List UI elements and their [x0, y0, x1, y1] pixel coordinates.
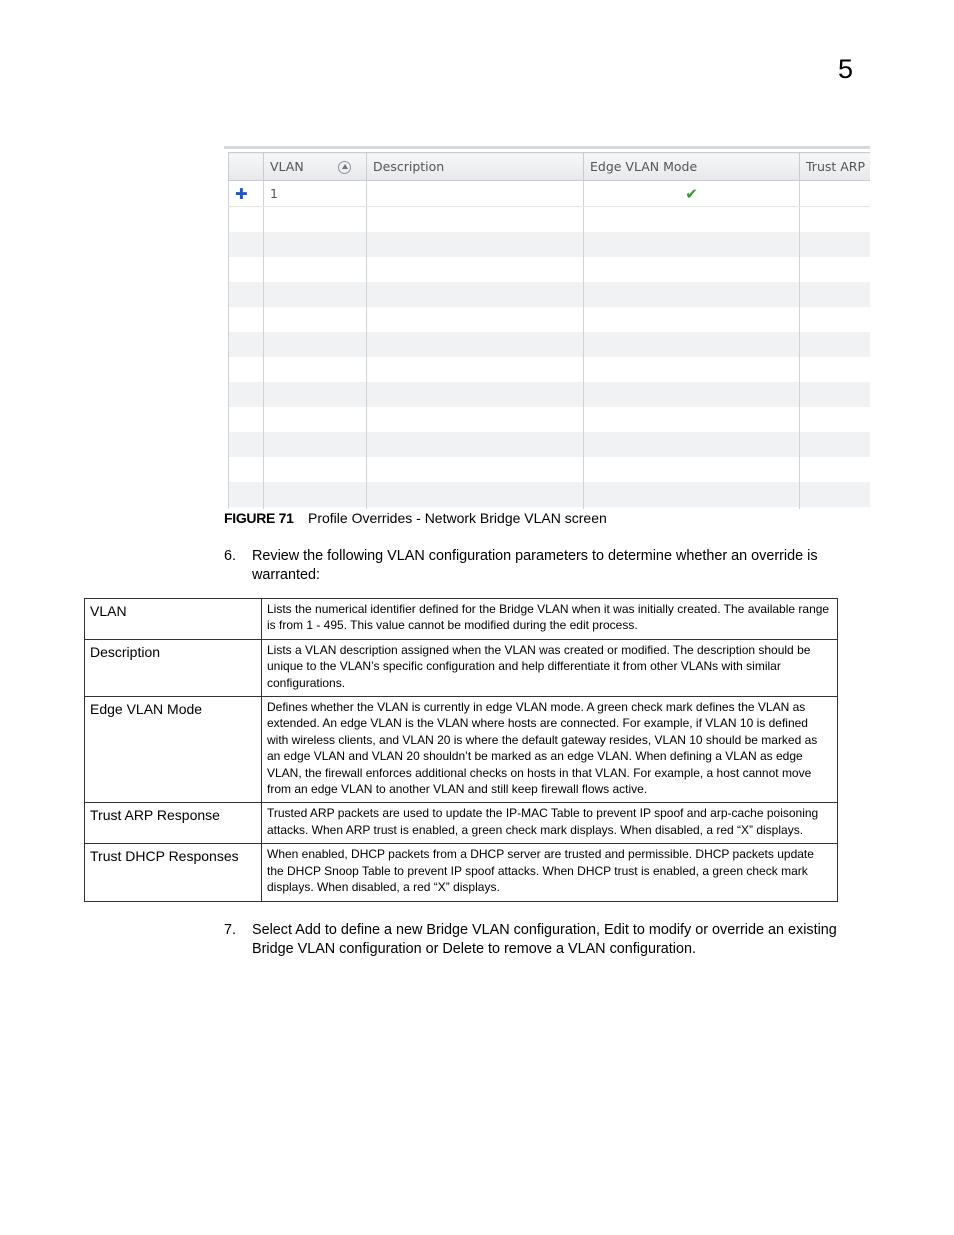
- figure-label: FIGURE 71: [224, 510, 294, 526]
- sort-ascending-icon[interactable]: [338, 161, 351, 174]
- param-row-edge-vlan-mode: [85, 697, 838, 803]
- empty-row: [229, 432, 871, 457]
- empty-row: [229, 307, 871, 332]
- edit-keyword: Edit: [604, 922, 629, 938]
- empty-row: [229, 257, 871, 282]
- param-definition: Trusted ARP packets are used to update the IP-MAC Table to prevent IP spoof and arp-cache poisoning attacks. When ARP trust is enabled, a green check mark displays. When disabled, a red “X” displays.: [262, 803, 838, 844]
- param-definition: Lists a VLAN description assigned when the VLAN was created or modified. The description should be unique to the VLAN’s specific configuration and help differentiate it from other VLANs with similar configurations.: [262, 639, 838, 696]
- check-icon: ✔: [685, 184, 698, 203]
- trust-arp-cell: [800, 181, 871, 207]
- expand-cell[interactable]: [229, 181, 264, 207]
- grid-header-description[interactable]: Description: [367, 153, 584, 181]
- step-6: [224, 547, 854, 585]
- step-number: 7.: [224, 922, 237, 938]
- empty-row: [229, 407, 871, 432]
- add-keyword: Add: [295, 922, 321, 938]
- expand-plus-icon[interactable]: ✚: [235, 184, 248, 203]
- param-term: Edge VLAN Mode: [85, 697, 262, 803]
- grid-header-trust-arp[interactable]: Trust ARP: [800, 153, 871, 181]
- param-row-trust-dhcp: [85, 844, 838, 901]
- figure-title: Profile Overrides - Network Bridge VLAN screen: [308, 510, 607, 526]
- param-definition: Defines whether the VLAN is currently in edge VLAN mode. A green check mark defines the VLAN as extended. An edge VLAN is the VLAN where hosts are connected. For example, if VLAN 10 is defined with wireless clients, and VLAN 20 is where the default gateway resides, VLAN 10 should be marked as an edge VLAN and VLAN 20 shouldn’t be marked as an edge VLAN. When defining a VLAN as edge VLAN, the firewall enforces additional checks on hosts in that VLAN. For example, a host cannot move from an edge VLAN to another VLAN and still keep firewall flows active.: [262, 697, 838, 803]
- empty-row: [229, 207, 871, 233]
- step-text-part: Select: [252, 922, 292, 938]
- step-text-part: to remove a VLAN configuration.: [488, 941, 696, 957]
- param-definition: Lists the numerical identifier defined for the Bridge VLAN when it was initially created. The available range is from 1 - 495. This value cannot be modified during the edit process.: [262, 599, 838, 640]
- empty-row: [229, 382, 871, 407]
- param-definition: When enabled, DHCP packets from a DHCP server are trusted and permissible. DHCP packets update the DHCP Snoop Table to prevent IP spoof attacks. When DHCP trust is enabled, a green check mark displays. When disabled, a red “X” displays.: [262, 844, 838, 901]
- table-row[interactable]: [229, 181, 871, 207]
- empty-row: [229, 357, 871, 382]
- empty-row: [229, 232, 871, 257]
- empty-row: [229, 282, 871, 307]
- empty-row: [229, 482, 871, 507]
- param-term: Trust ARP Response: [85, 803, 262, 844]
- delete-keyword: Delete: [442, 941, 484, 957]
- grid-header-edge-vlan-mode[interactable]: Edge VLAN Mode: [584, 153, 800, 181]
- step-text: Review the following VLAN configuration parameters to determine whether an override is warranted:: [252, 548, 818, 583]
- vlan-cell: 1: [264, 181, 367, 207]
- param-row-description: [85, 639, 838, 696]
- step-number: 6.: [224, 548, 237, 564]
- step-7: [224, 921, 854, 959]
- param-row-vlan: [85, 599, 838, 640]
- empty-row: [229, 507, 871, 509]
- figure-caption: [224, 510, 607, 526]
- param-term: Description: [85, 639, 262, 696]
- empty-row: [229, 457, 871, 482]
- vlan-grid: [228, 152, 870, 509]
- empty-row: [229, 332, 871, 357]
- chapter-number: 5: [838, 54, 854, 84]
- parameter-table: [84, 598, 838, 902]
- param-term: VLAN: [85, 599, 262, 640]
- vlan-grid-screenshot: [224, 146, 870, 509]
- step-text-part: to modify or override an existing Bridge VLAN configuration or: [252, 922, 837, 957]
- edge-vlan-mode-cell: [584, 181, 800, 207]
- param-row-trust-arp: [85, 803, 838, 844]
- param-term: Trust DHCP Responses: [85, 844, 262, 901]
- description-cell: [367, 181, 584, 207]
- step-text: [252, 921, 854, 959]
- grid-header-expand: [229, 153, 264, 181]
- step-text-part: to define a new Bridge VLAN configuration,: [324, 922, 601, 938]
- grid-header-vlan[interactable]: VLAN: [264, 153, 367, 181]
